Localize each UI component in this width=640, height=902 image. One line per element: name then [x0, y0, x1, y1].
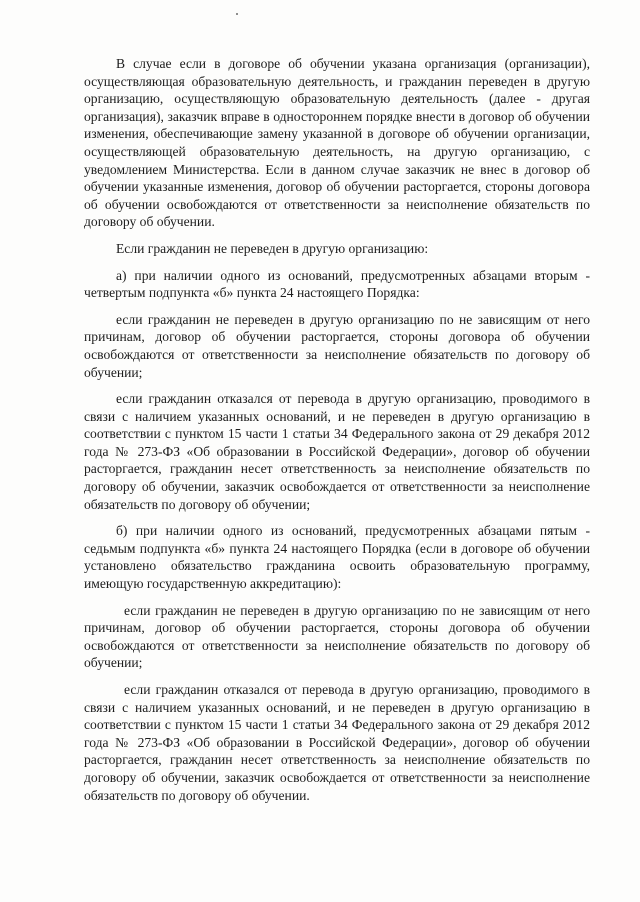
paragraph-not-transferred: Если гражданин не переведен в другую организацию:	[116, 240, 429, 256]
paragraph-replacement-organization: В случае если в договоре об обучении указана организация (организации), осуществляющая образовательную деятельность, и гражданин переведен в другую организацию, осуществляющую образовательную деятельность (далее - другая организация), заказчик вправе в одностороннем порядке внести в договор об обучении изменения, обеспечивающие замену указанной в договоре об обучении организации, осуществляющей образовательную деятельность, на другую организацию, с уведомлением Министерства. Если в данном случае заказчик не внес в договор об обучении указанные изменения, договор об обучении расторгается, стороны договора об обучении освобождаются от ответственности за неисполнение обязательств по договору об обучении.	[84, 56, 590, 230]
paragraph-b-independent-reasons: если гражданин не переведен в другую организацию по не зависящим от него причинам, договор об обучении расторгается, стороны договора об обучении освобождаются от ответственности за неисполнение обязательств по договору об обучении;	[84, 602, 590, 671]
paragraph-a-independent-reasons: если гражданин не переведен в другую организацию по не зависящим от него причинам, договор об обучении расторгается, стороны договора об обучении освобождаются от ответственности за неисполнение обязательств по договору об обучении;	[84, 311, 590, 380]
scan-speck	[236, 13, 238, 15]
paragraph-b-refused-transfer: если гражданин отказался от перевода в другую организацию, проводимого в связи с наличием указанных оснований, и не переведен в другую организацию в соответствии с пунктом 15 части 1 статьи 34 Федерального закона от 29 декабря 2012 года № 273-ФЗ «Об образовании в Российской Федерации», договор об обучении расторгается, гражданин несет ответственность за неисполнение обязательств по договору об обучении, заказчик освобождается от ответственности за неисполнение обязательств по договору об обучении.	[84, 682, 590, 803]
paragraph-subitem-a: а) при наличии одного из оснований, предусмотренных абзацами вторым - четвертым подпункта «б» пункта 24 настоящего Порядка:	[84, 267, 590, 301]
paragraph-subitem-b: б) при наличии одного из оснований, предусмотренных абзацами пятым - седьмым подпункта «б» пункта 24 настоящего Порядка (если в договоре об обучении установлено обязательство гражданина освоить образовательную программу, имеющую государственную аккредитацию):	[84, 523, 590, 592]
paragraph-a-refused-transfer: если гражданин отказался от перевода в другую организацию, проводимого в связи с наличием указанных оснований, и не переведен в другую организацию в соответствии с пунктом 15 части 1 статьи 34 Федерального закона от 29 декабря 2012 года № 273-ФЗ «Об образовании в Российской Федерации», договор об обучении расторгается, гражданин несет ответственность за неисполнение обязательств по договору об обучении, заказчик освобождается от ответственности за неисполнение обязательств по договору об обучении;	[84, 391, 590, 512]
